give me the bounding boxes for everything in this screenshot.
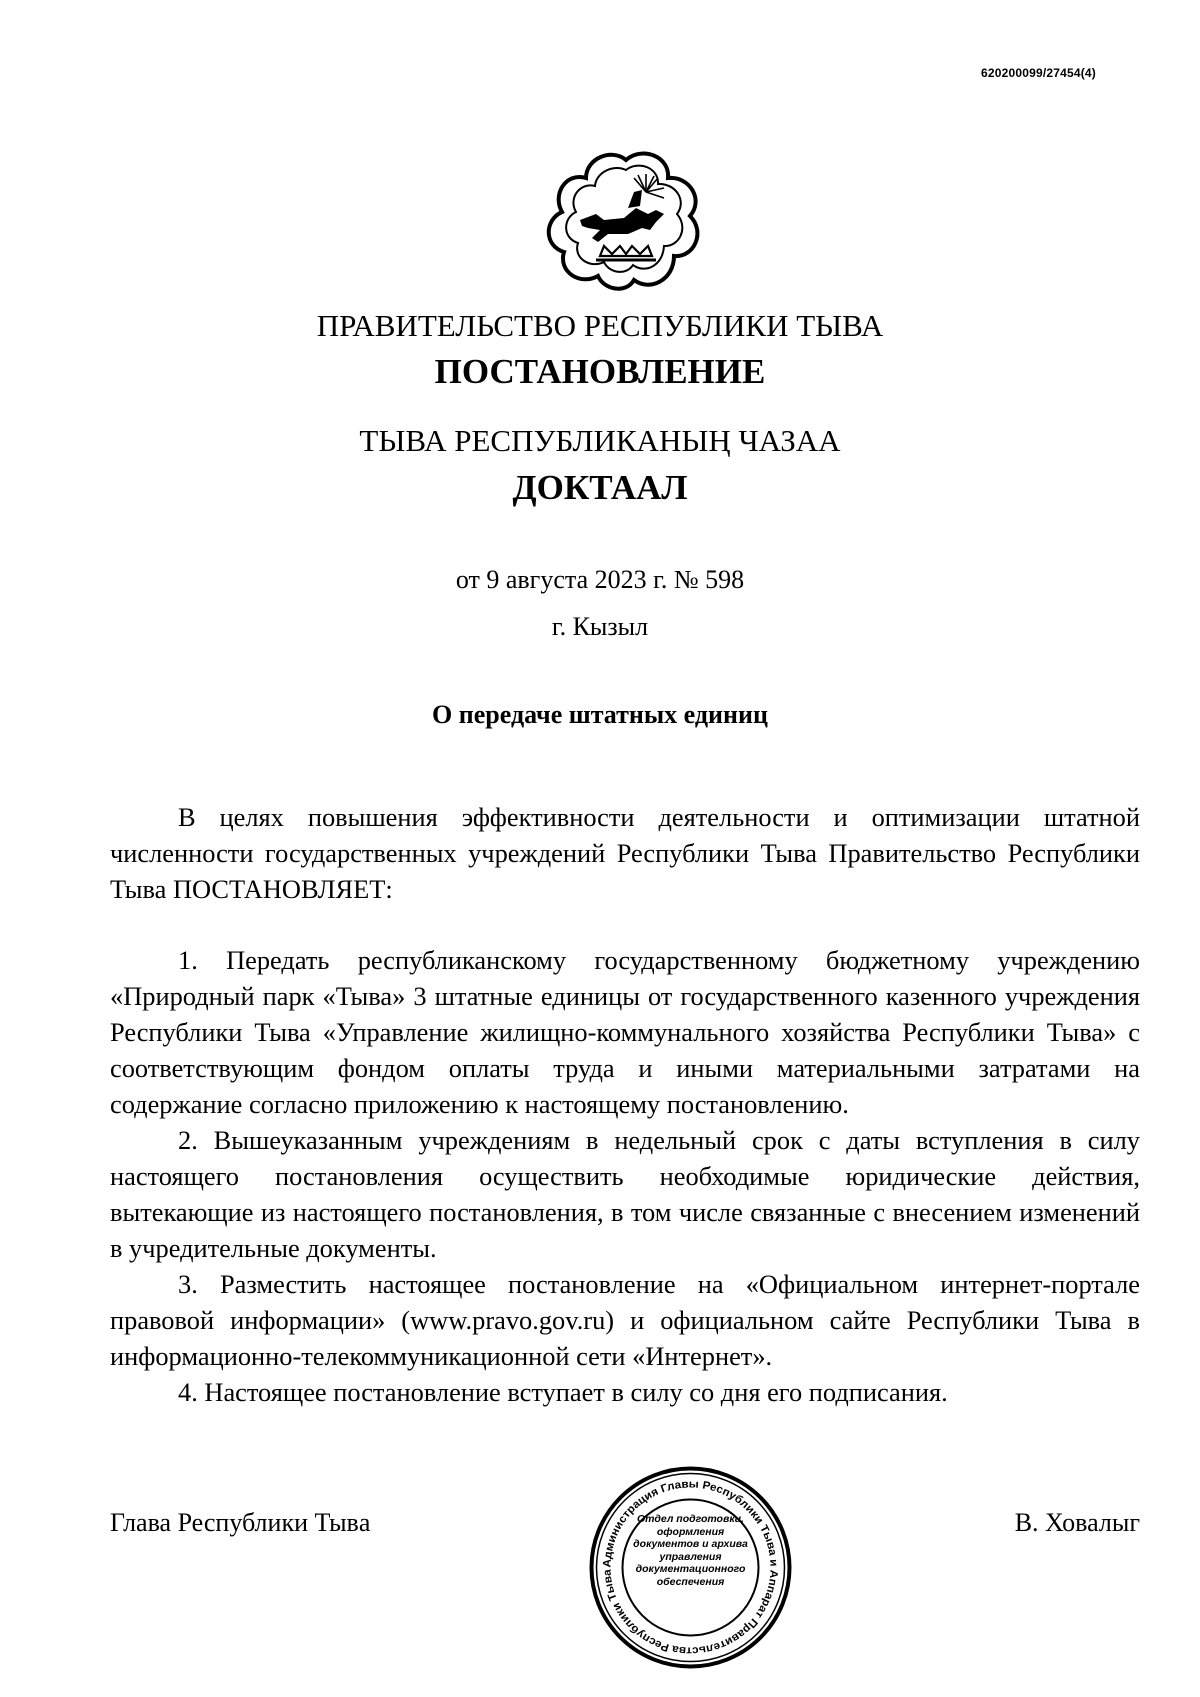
government-title: ПРАВИТЕЛЬСТВО РЕСПУБЛИКИ ТЫВА [316, 308, 884, 343]
preamble-paragraph: В целях повышения эффективности деятельности и оптимизации штатной численности государственных учреждений Республики Тыва Правительство Республики Тыва ПОСТАНОВЛЯЕТ: [110, 802, 1140, 904]
decree-city: г. Кызыл [551, 612, 649, 641]
decree-subject: О передаче штатных единиц [432, 700, 768, 729]
stamp-ring-text: Администрация Главы Республики Тыва и Аппарат Правительства Республики Тыва [601, 1478, 780, 1657]
document-id: 620200099/27454(4) [980, 66, 1096, 80]
decree-item-3: 3. Разместить настоящее постановление на «Официальном интернет-портале правовой информации» (www.pravo.gov.ru) и официальном сайте Республики Тыва в информационно-телекоммуникационной сети «Интернет». [110, 1269, 1140, 1371]
stamp-center-text: Отдел подготовки, оформления документов и архива управления документационного обеспечения [633, 1513, 748, 1588]
signatory-name: В. Ховалыг [1014, 1508, 1140, 1537]
preamble [110, 799, 1140, 907]
decree-title-tyvan: ДОКТААЛ [512, 468, 688, 507]
decree-date-number: от 9 августа 2023 г. № 598 [455, 565, 745, 594]
government-title-tyvan: ТЫВА РЕСПУБЛИКАНЫҢ ЧАЗАА [359, 423, 841, 458]
decree-item-1: 1. Передать республиканскому государственному бюджетному учреждению «Природный парк «Тыва» 3 штатные единицы от государственного казенного учреждения Республики Тыва «Управление жилищно-коммунального хозяйства Республики Тыва» с соответствующим фондом оплаты труда и иными материальными затратами на содержание согласно приложению к настоящему постановлению. [110, 945, 1140, 1119]
signatory-position: Глава Республики Тывa [110, 1508, 371, 1537]
official-seal-icon [588, 1465, 793, 1670]
decree-items [110, 942, 1140, 1410]
tuva-coat-of-arms-icon [546, 148, 706, 298]
decree-title: ПОСТАНОВЛЕНИЕ [434, 352, 766, 391]
decree-item-4: 4. Настоящее постановление вступает в силу со дня его подписания. [178, 1377, 948, 1407]
decree-item-2: 2. Вышеуказанным учреждениям в недельный срок с даты вступления в силу настоящего постановления осуществить необходимые юридические действия, вытекающие из настоящего постановления, в том числе связанные с внесением изменений в учредительные документы. [110, 1125, 1140, 1263]
